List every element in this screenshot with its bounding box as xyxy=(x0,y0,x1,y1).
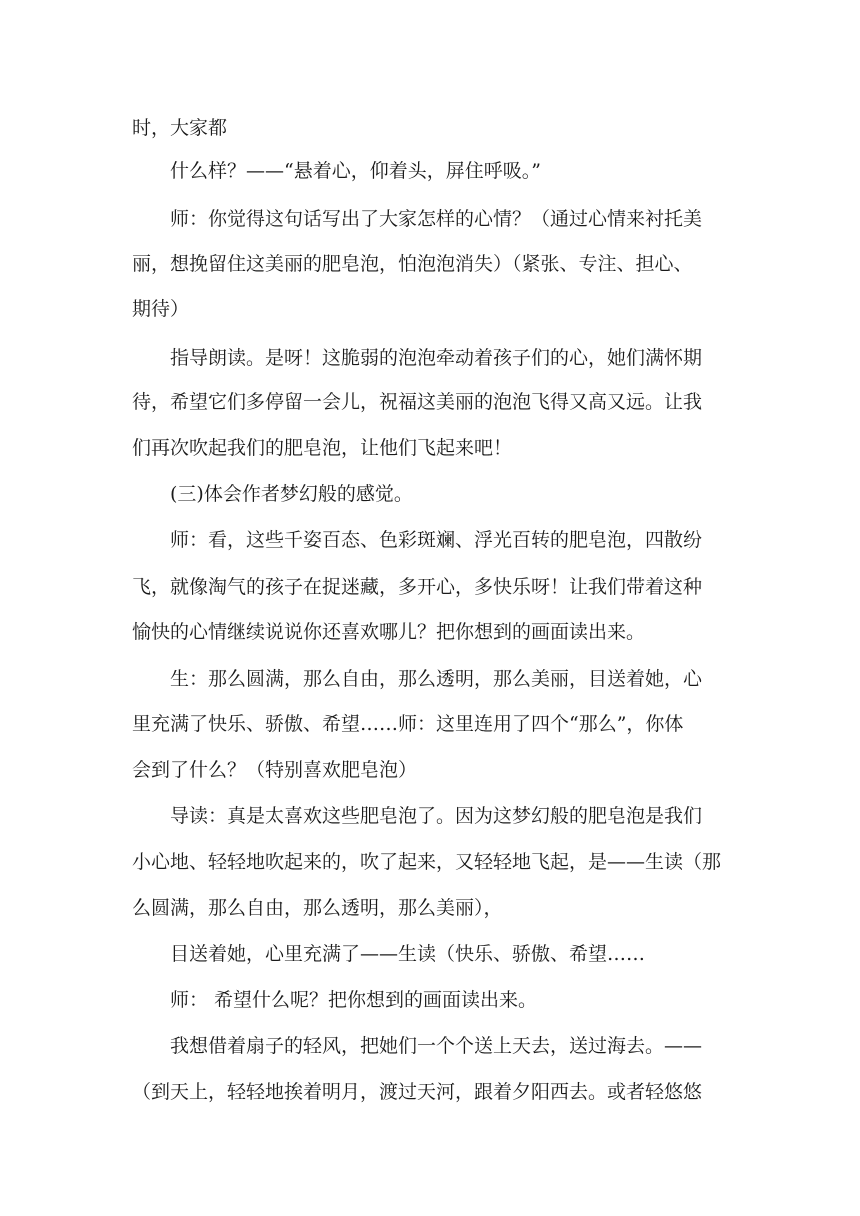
text-line: 里充满了快乐、骄傲、希望……师：这里连用了四个“那么”，你体 xyxy=(132,713,684,735)
text-line: 愉快的心情继续说说你还喜欢哪儿？把你想到的画面读出来。 xyxy=(132,621,646,643)
text-line: 会到了什么？（特别喜欢肥皂泡） xyxy=(132,759,418,781)
text-line: 什么样？——“悬着心，仰着头，屏住呼吸。” xyxy=(170,160,541,182)
section-heading: (三)体会作者梦幻般的感觉。 xyxy=(170,483,413,505)
text-line: 导读：真是太喜欢这些肥皂泡了。因为这梦幻般的肥皂泡是我们 xyxy=(170,805,703,827)
text-line: 期待） xyxy=(132,298,190,320)
text-line: 待，希望它们多停留一会儿，祝福这美丽的泡泡飞得又高又远。让我 xyxy=(132,391,703,413)
text-line: 指导朗读。是呀！这脆弱的泡泡牵动着孩子们的心，她们满怀期 xyxy=(170,347,703,369)
text-line: 时，大家都 xyxy=(132,117,228,139)
text-line: 师：你觉得这句话写出了大家怎样的心情？（通过心情来衬托美 xyxy=(170,208,703,230)
text-line: 飞，就像淘气的孩子在捉迷藏，多开心，多快乐呀！让我们带着这种 xyxy=(132,576,703,598)
text-line: 么圆满，那么自由，那么透明，那么美丽）， xyxy=(132,897,503,919)
text-line: 师： 希望什么呢？把你想到的画面读出来。 xyxy=(170,989,538,1011)
text-line: 小心地、轻轻地吹起来的，吹了起来，又轻轻地飞起，是——生读（那 xyxy=(132,851,722,873)
text-line: 们再次吹起我们的肥皂泡，让他们飞起来吧！ xyxy=(132,437,513,459)
text-line: （到天上，轻轻地挨着明月，渡过天河，跟着夕阳西去。或者轻悠悠 xyxy=(132,1081,703,1103)
text-line: 目送着她，心里充满了——生读（快乐、骄傲、希望…… xyxy=(170,943,646,965)
text-line: 我想借着扇子的轻风，把她们一个个送上天去，送过海去。—— xyxy=(170,1035,703,1057)
text-line: 师：看，这些千姿百态、色彩斑斓、浮光百转的肥皂泡，四散纷 xyxy=(170,529,703,551)
text-line: 生：那么圆满，那么自由，那么透明，那么美丽，目送着她，心 xyxy=(170,668,703,690)
text-line: 丽，想挽留住这美丽的肥皂泡，怕泡泡消失）（紧张、专注、担心、 xyxy=(132,253,693,275)
